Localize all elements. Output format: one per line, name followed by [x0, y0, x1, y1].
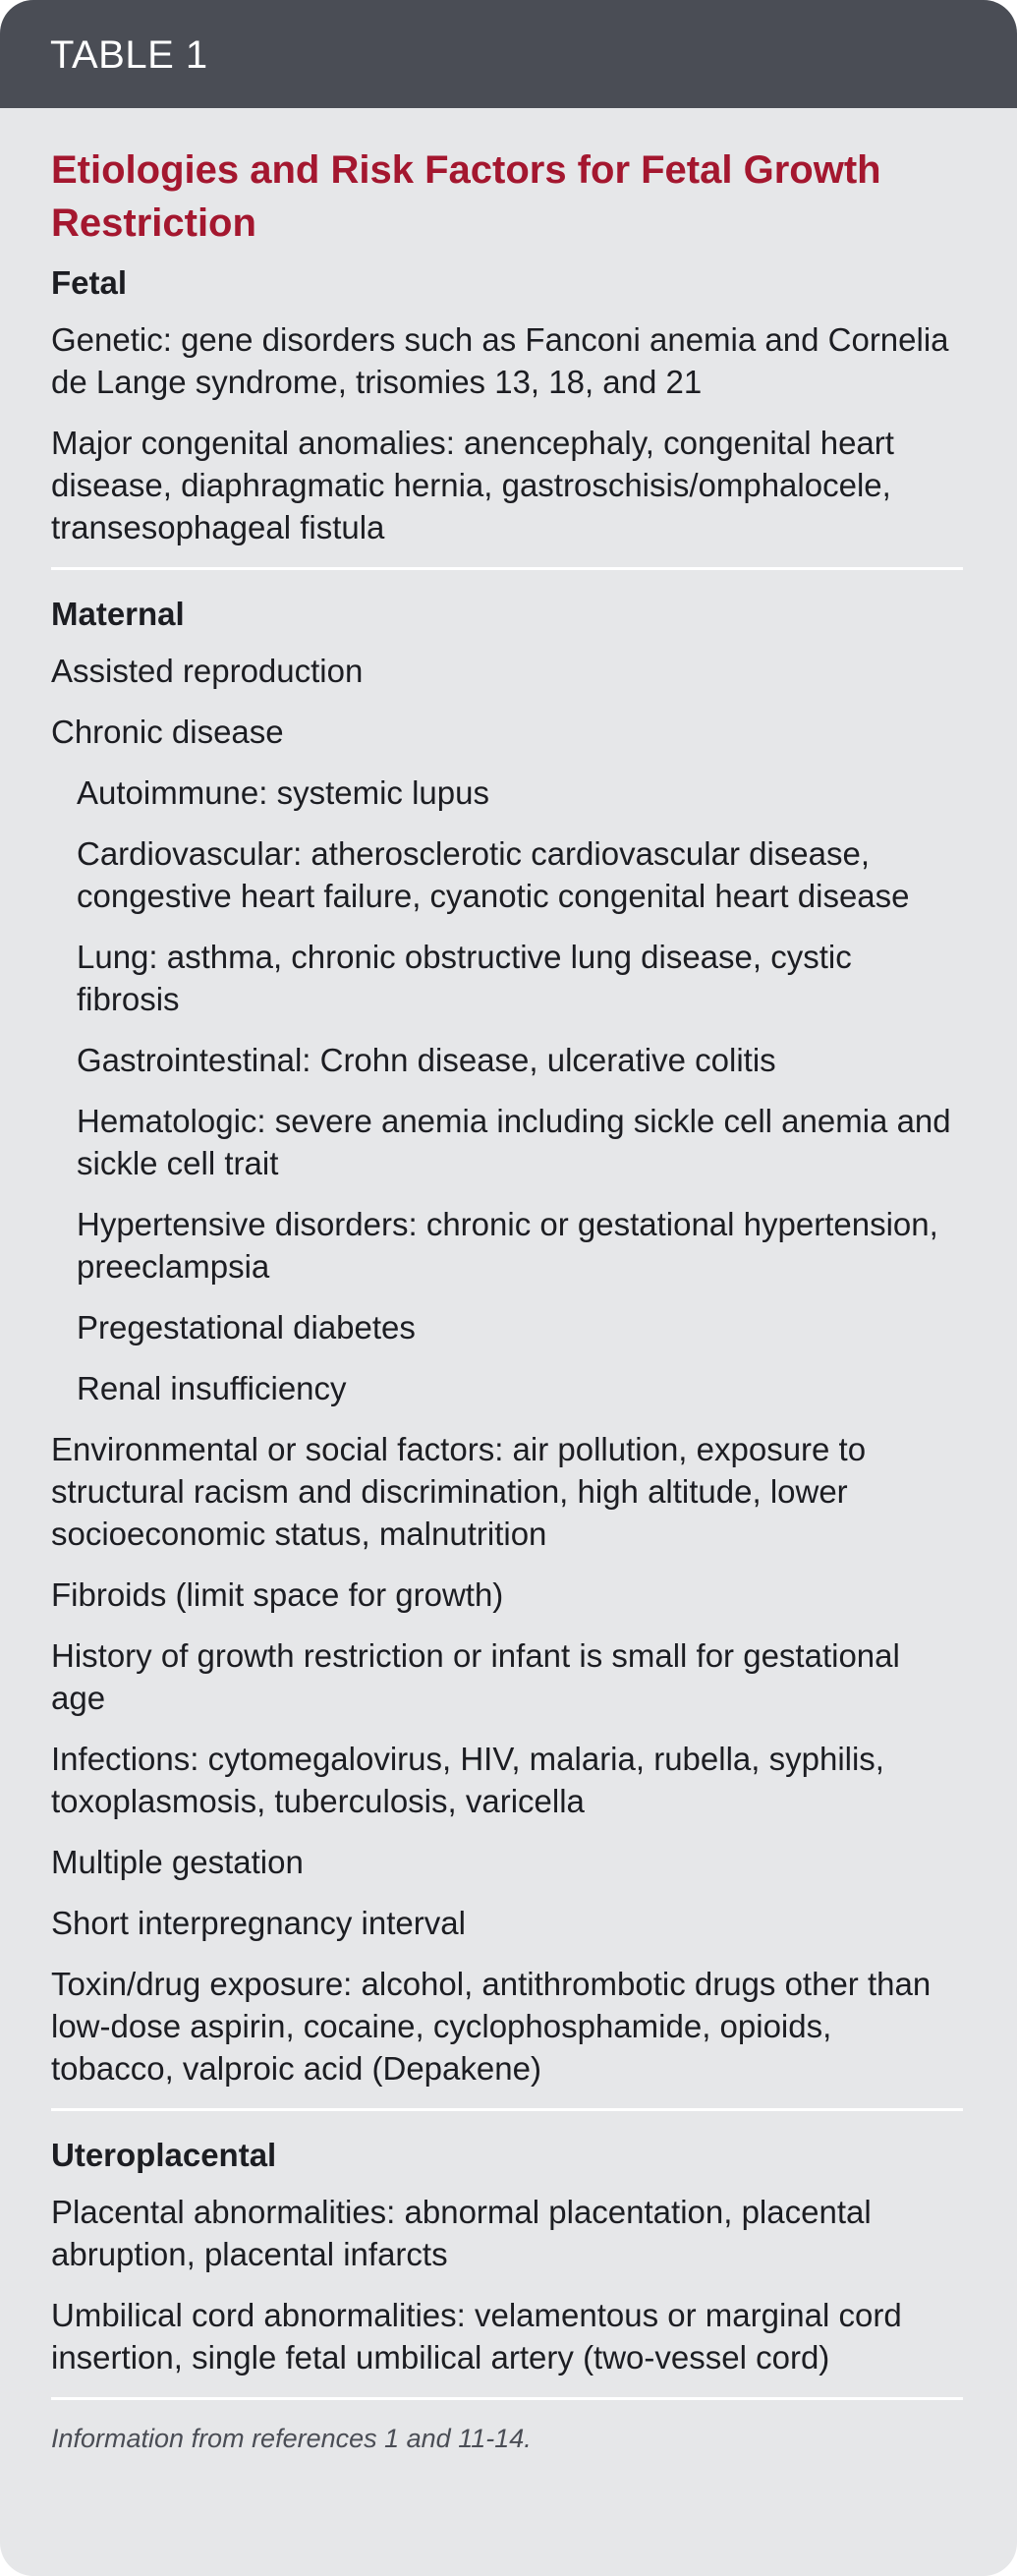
section-heading-fetal: Fetal [51, 264, 128, 301]
table-number-label: TABLE 1 [50, 33, 208, 77]
section-heading-maternal: Maternal [51, 596, 185, 632]
list-item: History of growth restriction or infant is small for gestational age [51, 1637, 900, 1716]
list-subitem: Autoimmune: systemic lupus [77, 774, 489, 811]
list-item: Environmental or social factors: air pollution, exposure to structural racism and discrimination, high altitude, lower socioeconomic status, malnutrition [51, 1431, 867, 1552]
list-item: Assisted reproduction [51, 653, 364, 689]
source-footnote: Information from references 1 and 11-14. [51, 2424, 532, 2453]
table-body [0, 108, 1017, 2456]
list-item: Toxin/drug exposure: alcohol, antithrombotic drugs other than low-dose aspirin, cocaine, cyclophosphamide, opioids, tobacco, valproic acid (Depakene) [51, 1966, 932, 2087]
list-item: Genetic: gene disorders such as Fanconi anemia and Cornelia de Lange syndrome, trisomies 13, 18, and 21 [51, 321, 949, 400]
list-item: Multiple gestation [51, 1844, 304, 1880]
list-item: Major congenital anomalies: anencephaly, congenital heart disease, diaphragmatic hernia, gastroschisis/omphalocele, transesophageal fistula [51, 425, 894, 545]
section-divider [51, 2397, 963, 2400]
list-item: Umbilical cord abnormalities: velamentous or marginal cord insertion, single fetal umbilical artery (two-vessel cord) [51, 2297, 902, 2376]
list-item: Chronic disease [51, 714, 284, 750]
table-header [0, 0, 1017, 108]
section-heading-uteroplacental: Uteroplacental [51, 2137, 277, 2173]
list-subitem: Cardiovascular: atherosclerotic cardiovascular disease, congestive heart failure, cyanotic congenital heart disease [77, 835, 910, 914]
list-item: Short interpregnancy interval [51, 1905, 466, 1941]
list-subitem: Pregestational diabetes [77, 1309, 416, 1345]
table-title: Etiologies and Risk Factors for Fetal Growth Restriction [51, 148, 881, 245]
list-subitem: Hematologic: severe anemia including sickle cell anemia and sickle cell trait [77, 1103, 951, 1181]
list-subitem: Hypertensive disorders: chronic or gestational hypertension, preeclampsia [77, 1206, 938, 1285]
list-subitem: Gastrointestinal: Crohn disease, ulcerative colitis [77, 1042, 776, 1078]
section-divider [51, 567, 963, 570]
section-divider [51, 2108, 963, 2111]
list-subitem: Lung: asthma, chronic obstructive lung disease, cystic fibrosis [77, 939, 852, 1017]
list-item: Fibroids (limit space for growth) [51, 1576, 504, 1613]
list-item: Infections: cytomegalovirus, HIV, malaria, rubella, syphilis, toxoplasmosis, tuberculosis, varicella [51, 1741, 884, 1819]
list-subitem: Renal insufficiency [77, 1370, 347, 1406]
list-item: Placental abnormalities: abnormal placentation, placental abruption, placental infarcts [51, 2194, 872, 2272]
